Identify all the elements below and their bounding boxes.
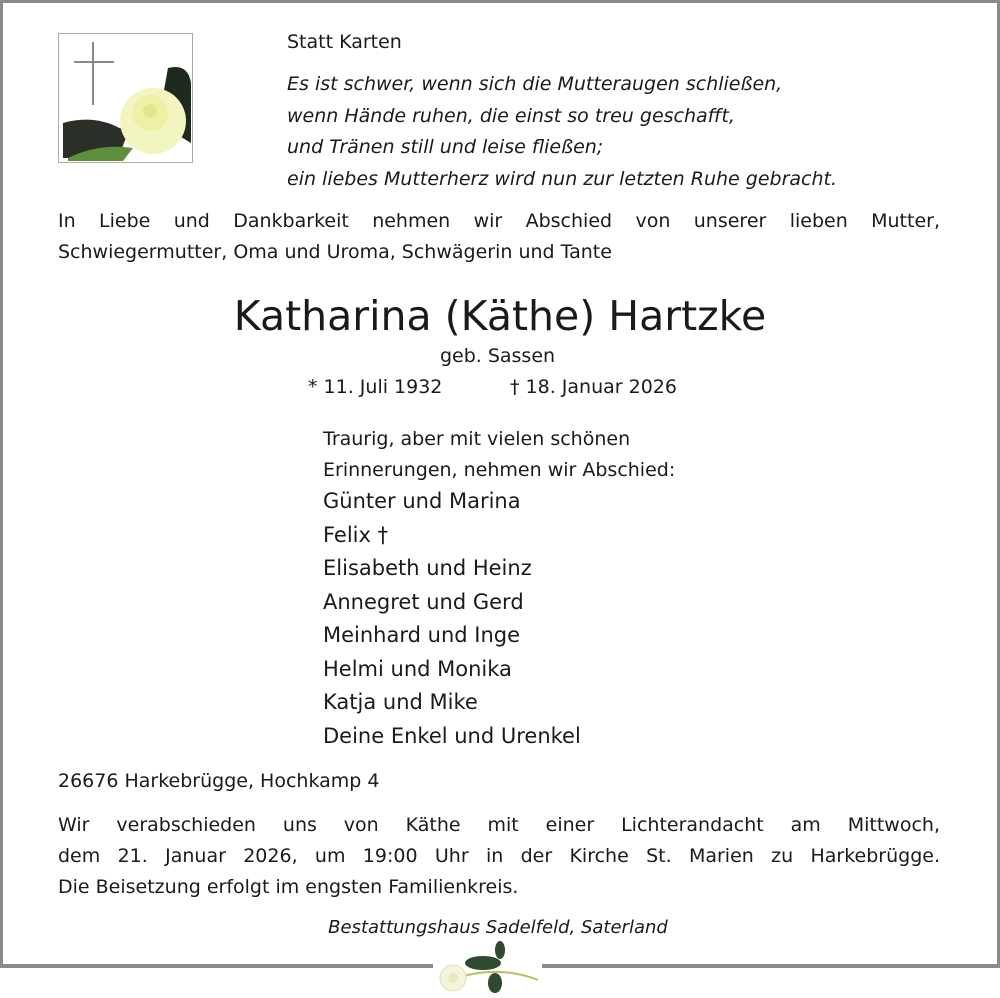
poem-line: und Tränen still und leise fließen; <box>287 136 604 158</box>
poem <box>287 69 837 195</box>
maiden-name: geb. Sassen <box>439 345 556 367</box>
service-info <box>58 810 940 903</box>
birth-date: * 11. Juli 1932 <box>308 376 443 398</box>
mourner: Elisabeth und Heinz <box>323 556 532 580</box>
cross-rose-image <box>58 33 193 163</box>
mourner: Felix † <box>323 522 389 547</box>
intro-line: Schwiegermutter, Oma und Uroma, Schwägerin und Tante <box>58 241 612 263</box>
deceased-name: Katharina (Käthe) Hartzke <box>233 292 767 340</box>
funeral-home: Bestattungshaus Sadelfeld, Saterland <box>328 917 668 938</box>
service-line: Wir verabschieden uns von Käthe mit einer Lichterandacht am Mittwoch, <box>58 814 940 836</box>
intro-line: In Liebe und Dankbarkeit nehmen wir Abschied von unserer lieben Mutter, <box>58 210 940 232</box>
bottom-divider <box>542 964 1000 968</box>
mourners-intro-line: Erinnerungen, nehmen wir Abschied: <box>323 459 676 481</box>
mourner: Günter und Marina <box>323 489 521 513</box>
mourners-intro <box>323 424 675 486</box>
poem-line: wenn Hände ruhen, die einst so treu geschafft, <box>287 104 735 127</box>
poem-line: Es ist schwer, wenn sich die Mutteraugen schließen, <box>287 73 783 95</box>
rose-ornament <box>433 938 543 998</box>
mourners-intro-line: Traurig, aber mit vielen schönen <box>323 428 631 450</box>
mourner: Deine Enkel und Urenkel <box>323 723 581 748</box>
mourner: Annegret und Gerd <box>323 589 524 614</box>
address: 26676 Harkebrügge, Hochkamp 4 <box>58 770 380 792</box>
death-date: † 18. Januar 2026 <box>510 376 677 398</box>
service-line: Die Beisetzung erfolgt im engsten Familienkreis. <box>58 876 519 898</box>
mourner: Katja und Mike <box>323 690 478 714</box>
service-line: dem 21. Januar 2026, um 19:00 Uhr in der Kirche St. Marien zu Harkebrügge. <box>58 845 940 867</box>
mourner: Meinhard und Inge <box>323 623 521 647</box>
mourner: Helmi und Monika <box>323 656 512 681</box>
bottom-divider <box>0 964 433 968</box>
poem-line: ein liebes Mutterherz wird nun zur letzten Ruhe gebracht. <box>287 167 838 190</box>
intro-text <box>58 206 940 268</box>
header-text: Statt Karten <box>287 31 402 53</box>
mourners-list <box>323 485 581 753</box>
